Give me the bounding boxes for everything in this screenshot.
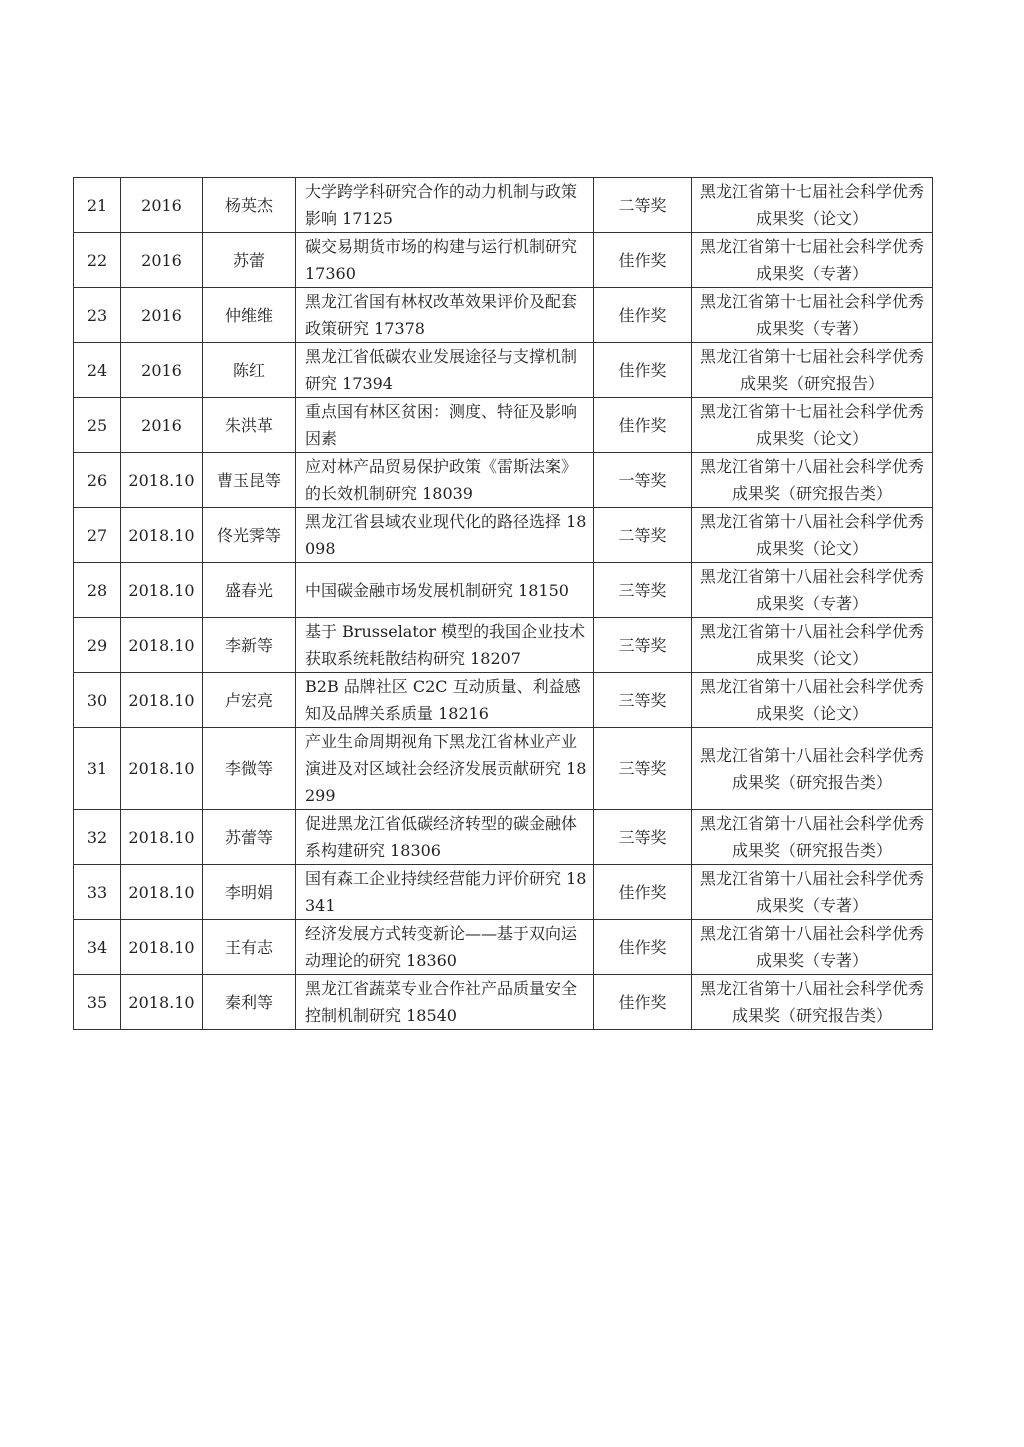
work-title: 国有森工企业持续经营能力评价研究 18341	[296, 865, 594, 920]
work-title: 经济发展方式转变新论——基于双向运动理论的研究 18360	[296, 920, 594, 975]
award-grade: 三等奖	[594, 618, 692, 673]
table-row	[74, 975, 933, 1030]
table-row	[74, 508, 933, 563]
award-year: 2018.10	[121, 865, 203, 920]
award-source: 黑龙江省第十八届社会科学优秀成果奖（论文）	[692, 618, 933, 673]
table-row	[74, 673, 933, 728]
row-number: 35	[74, 975, 121, 1030]
award-year: 2018.10	[121, 728, 203, 810]
work-title: 黑龙江省低碳农业发展途径与支撑机制研究 17394	[296, 343, 594, 398]
award-source: 黑龙江省第十七届社会科学优秀成果奖（研究报告）	[692, 343, 933, 398]
award-grade: 二等奖	[594, 508, 692, 563]
award-year: 2018.10	[121, 618, 203, 673]
table-row	[74, 233, 933, 288]
row-number: 25	[74, 398, 121, 453]
award-year: 2018.10	[121, 453, 203, 508]
row-number: 30	[74, 673, 121, 728]
award-grade: 佳作奖	[594, 865, 692, 920]
award-year: 2016	[121, 233, 203, 288]
table-row	[74, 728, 933, 810]
row-number: 31	[74, 728, 121, 810]
award-grade: 三等奖	[594, 673, 692, 728]
award-source: 黑龙江省第十七届社会科学优秀成果奖（专著）	[692, 288, 933, 343]
award-grade: 佳作奖	[594, 288, 692, 343]
author-name: 李微等	[203, 728, 296, 810]
award-source: 黑龙江省第十七届社会科学优秀成果奖（专著）	[692, 233, 933, 288]
award-grade: 二等奖	[594, 178, 692, 233]
table-row	[74, 288, 933, 343]
row-number: 22	[74, 233, 121, 288]
row-number: 29	[74, 618, 121, 673]
award-source: 黑龙江省第十八届社会科学优秀成果奖（研究报告类）	[692, 728, 933, 810]
work-title: 应对林产品贸易保护政策《雷斯法案》的长效机制研究 18039	[296, 453, 594, 508]
award-source: 黑龙江省第十八届社会科学优秀成果奖（论文）	[692, 508, 933, 563]
award-grade: 佳作奖	[594, 343, 692, 398]
award-year: 2018.10	[121, 975, 203, 1030]
award-source: 黑龙江省第十七届社会科学优秀成果奖（论文）	[692, 178, 933, 233]
work-title: B2B 品牌社区 C2C 互动质量、利益感知及品牌关系质量 18216	[296, 673, 594, 728]
award-grade: 佳作奖	[594, 920, 692, 975]
row-number: 24	[74, 343, 121, 398]
work-title: 大学跨学科研究合作的动力机制与政策影响 17125	[296, 178, 594, 233]
row-number: 23	[74, 288, 121, 343]
award-source: 黑龙江省第十七届社会科学优秀成果奖（论文）	[692, 398, 933, 453]
award-year: 2016	[121, 343, 203, 398]
table-row	[74, 178, 933, 233]
author-name: 苏蕾等	[203, 810, 296, 865]
awards-table-body	[74, 178, 933, 1030]
table-row	[74, 810, 933, 865]
work-title: 黑龙江省国有林权改革效果评价及配套政策研究 17378	[296, 288, 594, 343]
award-source: 黑龙江省第十八届社会科学优秀成果奖（研究报告类）	[692, 810, 933, 865]
author-name: 李新等	[203, 618, 296, 673]
award-grade: 佳作奖	[594, 975, 692, 1030]
author-name: 卢宏亮	[203, 673, 296, 728]
author-name: 盛春光	[203, 563, 296, 618]
award-year: 2018.10	[121, 920, 203, 975]
work-title: 促进黑龙江省低碳经济转型的碳金融体系构建研究 18306	[296, 810, 594, 865]
row-number: 21	[74, 178, 121, 233]
work-title: 基于 Brusselator 模型的我国企业技术获取系统耗散结构研究 18207	[296, 618, 594, 673]
author-name: 佟光霁等	[203, 508, 296, 563]
author-name: 杨英杰	[203, 178, 296, 233]
work-title: 黑龙江省县域农业现代化的路径选择 18098	[296, 508, 594, 563]
author-name: 王有志	[203, 920, 296, 975]
work-title: 重点国有林区贫困：测度、特征及影响因素	[296, 398, 594, 453]
work-title: 黑龙江省蔬菜专业合作社产品质量安全控制机制研究 18540	[296, 975, 594, 1030]
author-name: 秦利等	[203, 975, 296, 1030]
author-name: 李明娟	[203, 865, 296, 920]
award-grade: 佳作奖	[594, 233, 692, 288]
award-source: 黑龙江省第十八届社会科学优秀成果奖（研究报告类）	[692, 453, 933, 508]
award-year: 2016	[121, 178, 203, 233]
row-number: 33	[74, 865, 121, 920]
award-source: 黑龙江省第十八届社会科学优秀成果奖（专著）	[692, 563, 933, 618]
award-year: 2016	[121, 398, 203, 453]
row-number: 34	[74, 920, 121, 975]
award-year: 2018.10	[121, 563, 203, 618]
award-grade: 一等奖	[594, 453, 692, 508]
work-title: 产业生命周期视角下黑龙江省林业产业演进及对区域社会经济发展贡献研究 18299	[296, 728, 594, 810]
award-grade: 三等奖	[594, 728, 692, 810]
award-grade: 三等奖	[594, 563, 692, 618]
award-year: 2018.10	[121, 673, 203, 728]
award-source: 黑龙江省第十八届社会科学优秀成果奖（专著）	[692, 865, 933, 920]
row-number: 28	[74, 563, 121, 618]
table-row	[74, 398, 933, 453]
table-row	[74, 343, 933, 398]
award-source: 黑龙江省第十八届社会科学优秀成果奖（研究报告类）	[692, 975, 933, 1030]
table-row	[74, 865, 933, 920]
table-row	[74, 563, 933, 618]
table-row	[74, 920, 933, 975]
award-source: 黑龙江省第十八届社会科学优秀成果奖（论文）	[692, 673, 933, 728]
author-name: 陈红	[203, 343, 296, 398]
work-title: 中国碳金融市场发展机制研究 18150	[296, 563, 594, 618]
table-row	[74, 618, 933, 673]
author-name: 朱洪革	[203, 398, 296, 453]
author-name: 曹玉昆等	[203, 453, 296, 508]
table-row	[74, 453, 933, 508]
author-name: 苏蕾	[203, 233, 296, 288]
row-number: 26	[74, 453, 121, 508]
author-name: 仲维维	[203, 288, 296, 343]
award-grade: 三等奖	[594, 810, 692, 865]
award-source: 黑龙江省第十八届社会科学优秀成果奖（专著）	[692, 920, 933, 975]
award-year: 2018.10	[121, 508, 203, 563]
work-title: 碳交易期货市场的构建与运行机制研究 17360	[296, 233, 594, 288]
row-number: 27	[74, 508, 121, 563]
award-year: 2016	[121, 288, 203, 343]
award-grade: 佳作奖	[594, 398, 692, 453]
row-number: 32	[74, 810, 121, 865]
award-year: 2018.10	[121, 810, 203, 865]
awards-table	[73, 177, 933, 1030]
